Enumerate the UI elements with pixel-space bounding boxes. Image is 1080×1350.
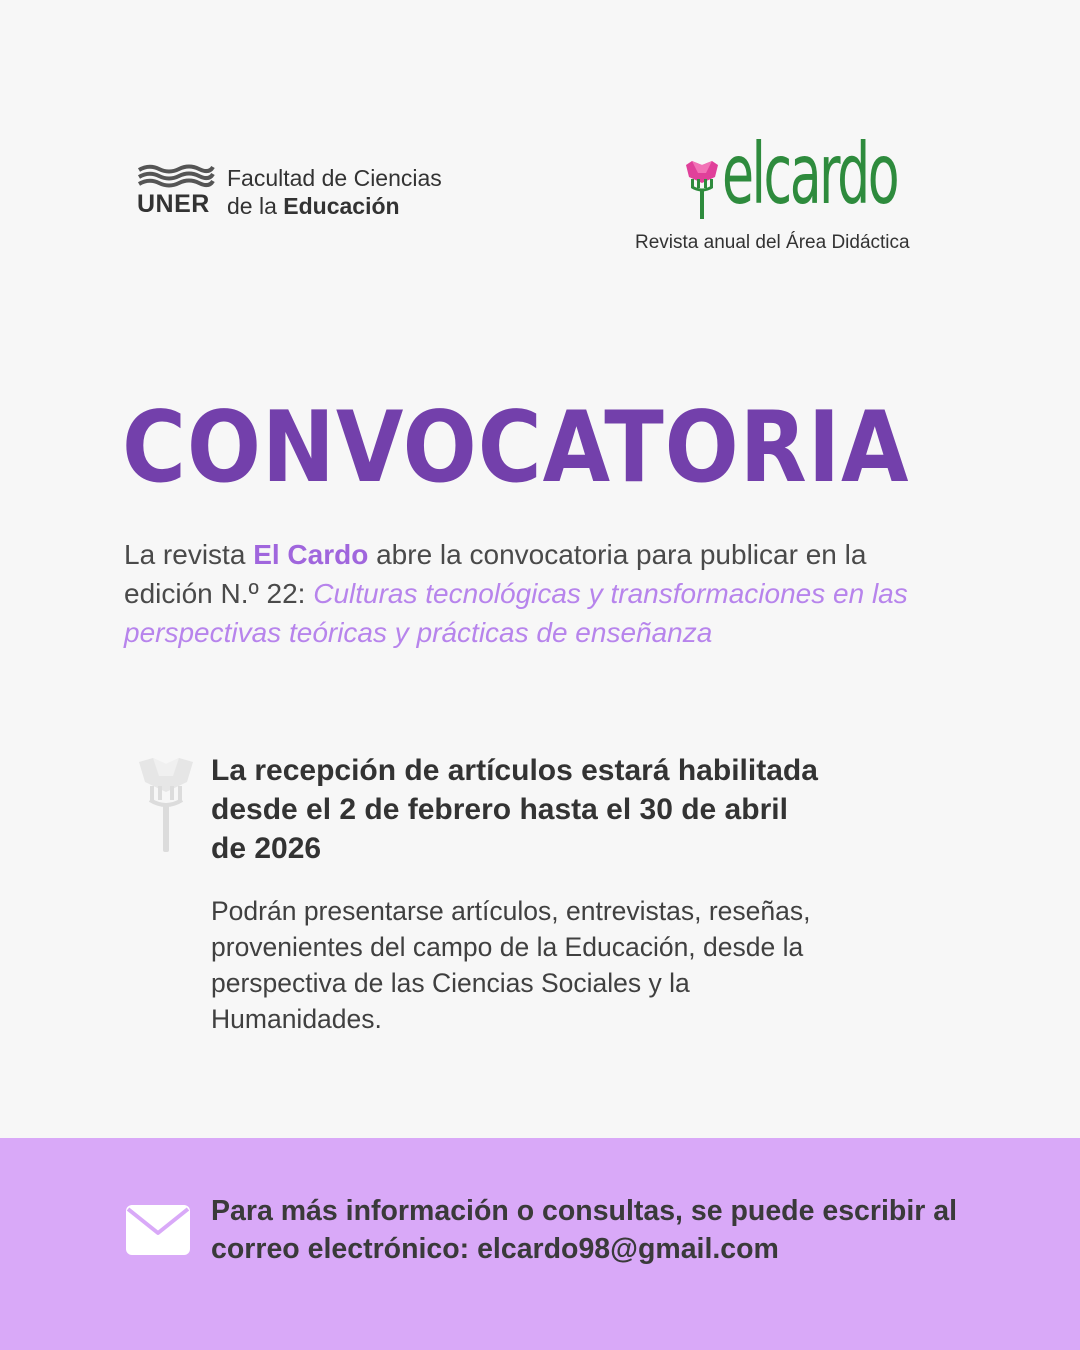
thistle-icon — [137, 758, 195, 852]
submission-types-text: Podrán presentarse artículos, entrevistas, reseñas, provenientes del campo de la Educación, desde la perspectiva de las Ciencias Sociales y la Humanidades. — [211, 896, 811, 1034]
contact-footer — [0, 1138, 1080, 1350]
uner-logo — [137, 160, 467, 222]
faculty-name-line1: Facultad de Ciencias — [227, 165, 442, 191]
contact-text: Para más información o consultas, se puede escribir al correo electrónico: elcardo98@gmail.com — [211, 1195, 958, 1265]
elcardo-wordmark: elcardo — [722, 125, 898, 223]
edition-title: Culturas tecnológicas y transformaciones en las perspectivas teóricas y prácticas de enseñanza — [124, 578, 908, 648]
uner-acronym: UNER — [137, 190, 210, 218]
reception-dates-heading: La recepción de artículos estará habilitada desde el 2 de febrero hasta el 30 de abril de 2026 — [211, 754, 818, 865]
elcardo-logo — [630, 125, 930, 265]
faculty-name-line2: de la Educación — [227, 193, 400, 219]
intro-middle: abre la convocatoria para publicar en la edición N.º 22: — [124, 539, 867, 609]
uner-waves-icon — [137, 162, 215, 188]
journal-name: El Cardo — [253, 539, 369, 570]
page-title: CONVOCATORIA — [122, 391, 910, 505]
intro-prefix: La revista — [124, 539, 246, 570]
elcardo-tagline: Revista anual del Área Didáctica — [635, 232, 910, 253]
intro-paragraph — [124, 535, 924, 652]
thistle-flower-icon — [682, 159, 722, 219]
mail-icon — [126, 1205, 190, 1255]
